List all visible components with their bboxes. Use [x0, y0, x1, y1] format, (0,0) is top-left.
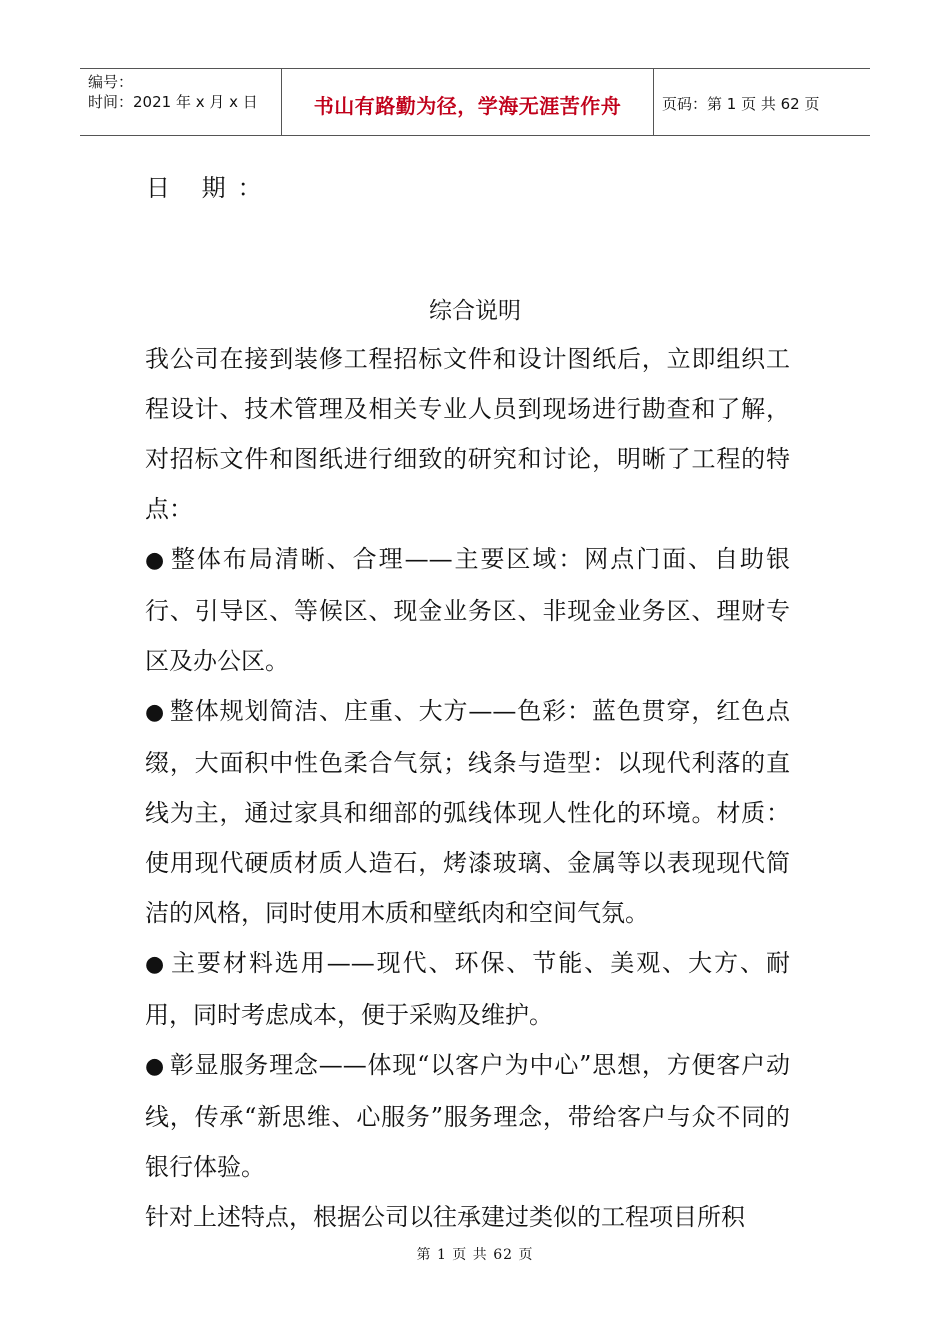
page-header: [80, 68, 870, 136]
document-title: 综合说明: [429, 298, 521, 324]
page-footer: 第 1 页 共 62 页: [416, 1247, 534, 1263]
paragraph-text: 整体规划简洁、庄重、大方——色彩：蓝色贯穿，红色点缀，大面积中性色柔合气氛；线条与造型：以现代利落的直线为主，通过家具和细部的弧线体现人性化的环境。材质：使用现代硬质材质人造石，烤漆玻璃、金属等以表现现代简洁的风格，同时使用木质和壁纸肉和空间气氛。: [145, 697, 790, 927]
paragraph-text: 针对上述特点，根据公司以往承建过类似的工程项目所积: [145, 1203, 745, 1231]
paragraph-text: 我公司在接到装修工程招标文件和设计图纸后，立即组织工程设计、技术管理及相关专业人员到现场进行勘查和了解，对招标文件和图纸进行细致的研究和讨论，明晰了工程的特点：: [145, 345, 790, 523]
header-motto: 书山有路勤为径，学海无涯苦作舟: [282, 69, 654, 135]
time-label: 时间：2021 年 x 月 x 日: [88, 93, 258, 111]
header-page-code: 页码：第 1 页 共 62 页: [662, 94, 820, 113]
paragraph-text: 彰显服务理念——体现“以客户为中心”思想，方便客户动线，传承“新思维、心服务”服务理念，带给客户与众不同的银行体验。: [145, 1051, 790, 1181]
bullet-paragraph: [145, 1040, 790, 1192]
bullet-paragraph: [145, 534, 790, 686]
paragraph: [145, 1192, 790, 1242]
paragraph: [145, 334, 790, 534]
bullet-icon: ●: [145, 1054, 165, 1079]
number-label: 编号：: [88, 73, 134, 91]
bullet-icon: ●: [145, 700, 165, 725]
date-label: 日 期：: [146, 174, 274, 202]
document-body: [145, 334, 790, 1242]
bullet-paragraph: [145, 686, 790, 938]
bullet-paragraph: [145, 938, 790, 1040]
header-info-cell: [80, 69, 282, 135]
paragraph-text: 整体布局清晰、合理——主要区域：网点门面、自助银行、引导区、等候区、现金业务区、非现金业务区、理财专区及办公区。: [145, 545, 790, 675]
bullet-icon: ●: [145, 952, 165, 977]
bullet-icon: ●: [145, 548, 165, 573]
paragraph-text: 主要材料选用——现代、环保、节能、美观、大方、耐用，同时考虑成本，便于采购及维护。: [145, 949, 790, 1029]
